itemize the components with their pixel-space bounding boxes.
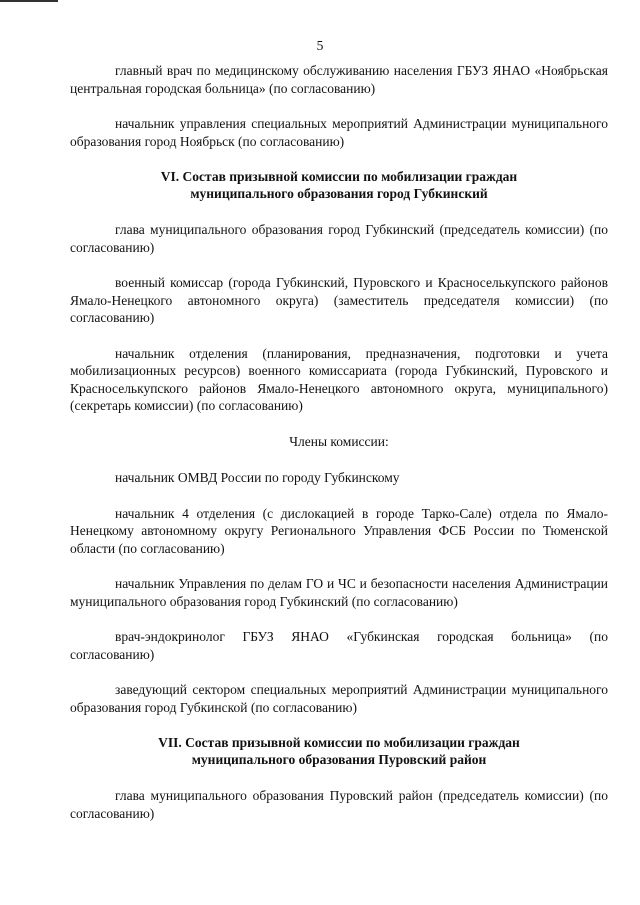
page-number: 5 [316,38,324,53]
section-title-vi [70,168,608,202]
paragraph-head-special-measures-noyabrsk: начальник управления специальных мероприятий Администрации муниципального образования город Ноябрьск (по согласованию) [70,116,608,149]
section-title-vi-line-2: муниципального образования город Губкинский [190,186,488,201]
paragraph-go-chs-head: начальник Управления по делам ГО и ЧС и безопасности населения Администрации муниципального образования город Губкинский (по согласованию) [70,576,608,609]
section-title-vii [70,734,608,768]
paragraph-fsb-department-head: начальник 4 отделения (с дислокацией в городе Тарко-Сале) отдела по Ямало-Ненецкому автономному округу Регионального Управления ФСБ России по Тюменской области (по согласованию) [70,505,608,556]
paragraph-endocrinologist: врач-эндокринолог ГБУЗ ЯНАО «Губкинская городская больница» (по согласованию) [70,629,608,662]
paragraph-head-purovsky: глава муниципального образования Пуровский район (председатель комиссии) (по согласованию) [70,788,608,821]
paragraph-omvd-head: начальник ОМВД России по городу Губкинскому [115,470,400,485]
paragraph-head-gubkinsky: глава муниципального образования город Губкинский (председатель комиссии) (по согласованию) [70,222,608,255]
paragraph-military-commissioner: военный комиссар (города Губкинский, Пуровского и Красноселькупского районов Ямало-Ненецкого автономного округа) (заместитель председателя комиссии) (по согласованию) [70,275,608,325]
section-title-vii-line-1: VII. Состав призывной комиссии по мобилизации граждан [158,735,520,750]
paragraph-special-measures-sector-head: заведующий сектором специальных мероприятий Администрации муниципального образования город Губкинской (по согласованию) [70,682,608,715]
paragraph-chief-physician-noyabrsk: главный врач по медицинскому обслуживанию населения ГБУЗ ЯНАО «Ноябрьская центральная городская больница» (по согласованию) [70,63,608,96]
scan-edge-mark [0,0,58,2]
paragraph-head-of-department-secretary: начальник отделения (планирования, предназначения, подготовки и учета мобилизационных ресурсов) военного комиссариата (города Губкинский, Пуровского и Красноселькупского районов Ямало-Ненецкого автономного округа, муниципального) (секретарь комиссии) (по согласованию) [70,345,608,413]
section-title-vi-line-1: VI. Состав призывной комиссии по мобилизации граждан [160,169,518,184]
section-title-vii-line-2: муниципального образования Пуровский район [191,752,487,767]
document-body [70,62,608,840]
members-heading: Члены комиссии: [289,433,389,449]
